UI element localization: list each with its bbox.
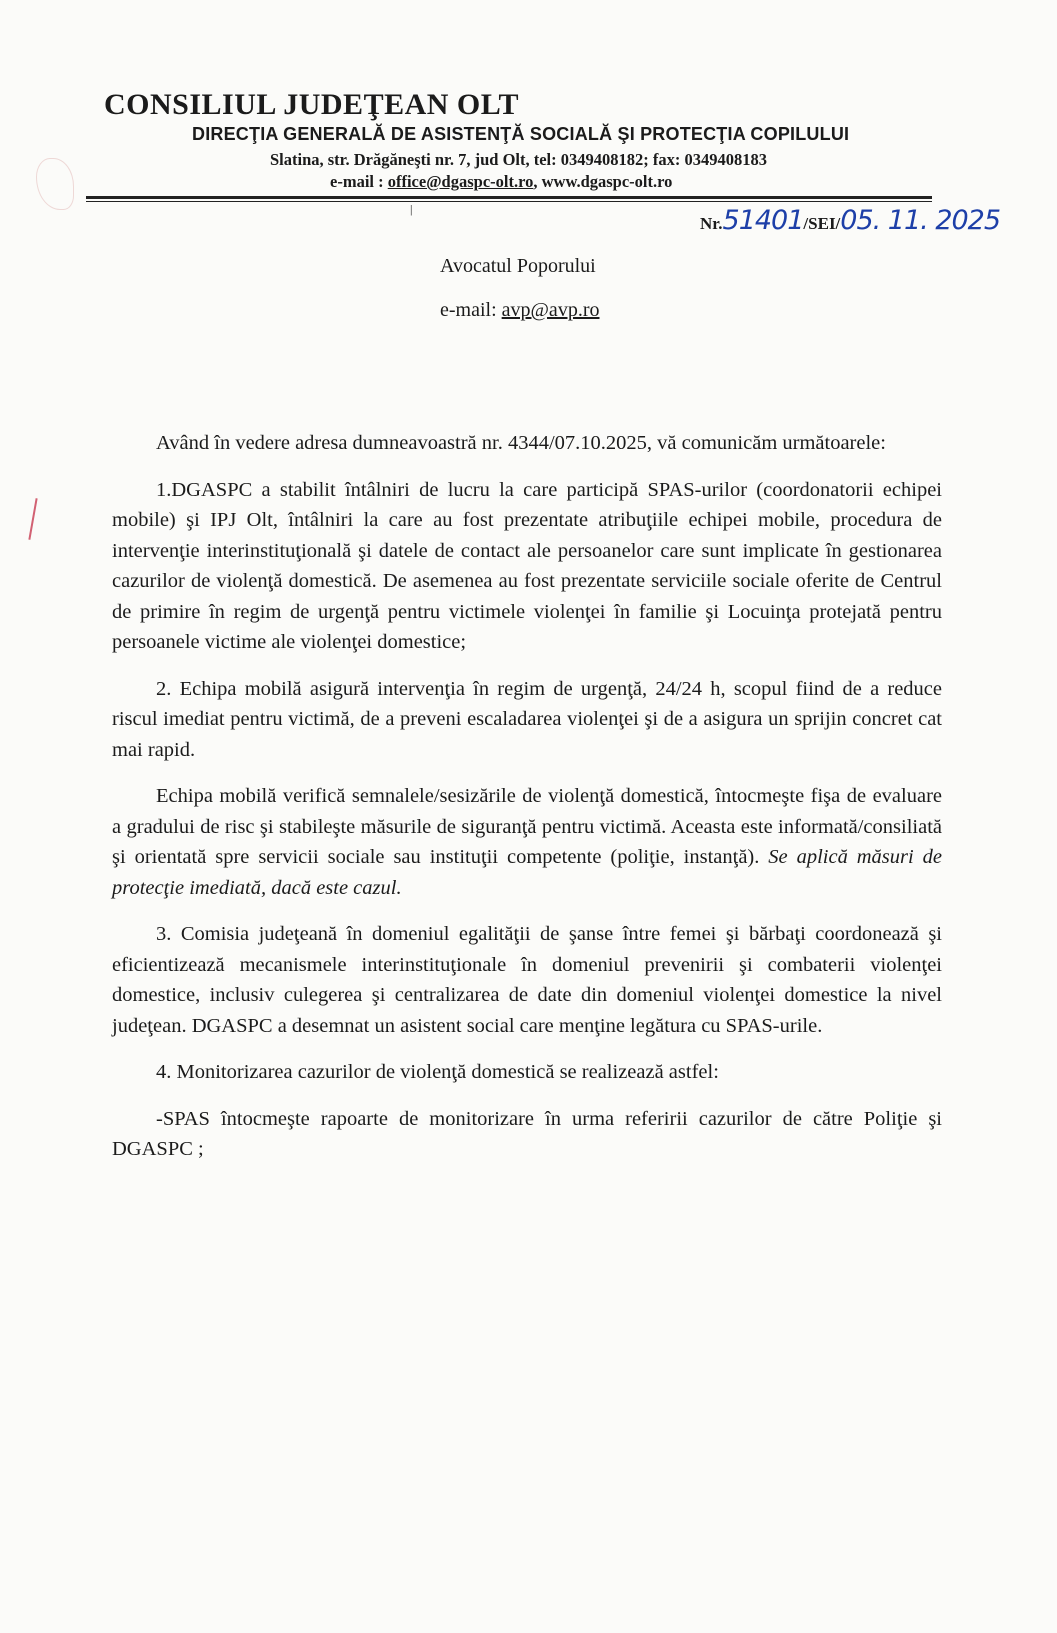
- letter-body: [112, 428, 942, 1181]
- paragraph-6: -SPAS întocmeşte rapoarte de monitorizare în urma referirii cazurilor de către Poliţie şi DGASPC ;: [112, 1107, 942, 1160]
- margin-scribble: [36, 158, 74, 210]
- department-name: DIRECŢIA GENERALĂ DE ASISTENŢĂ SOCIALĂ ŞI PROTECŢIA COPILULUI: [192, 124, 850, 144]
- header-rule-thin: [86, 201, 932, 202]
- paragraph-5: 4. Monitorizarea cazurilor de violenţă domestică se realizează astfel:: [156, 1061, 719, 1083]
- registration-number: [700, 205, 1000, 236]
- paragraph-4: 3. Comisia judeţeană în domeniul egalităţii de şanse între femei şi bărbaţi coordonează şi eficientizează mecanismele interinstituţionale în domeniul prevenirii şi combaterii violenţei domestice, inclusiv culegerea şi centralizarea de date din domeniul violenţei domestice la nivel judeţean. DGASPC a desemnat un asistent social care menţine legătura cu SPAS-urile.: [112, 923, 942, 1037]
- paragraph-3-italic: Se aplică măsuri de protecţie imediată, dacă este cazul.: [112, 846, 942, 899]
- reg-mid: /SEI/: [803, 214, 841, 233]
- recipient-email-label: e-mail:: [440, 299, 502, 321]
- margin-mark: [28, 498, 37, 540]
- address-line: Slatina, str. Drăgăneşti nr. 7, jud Olt, tel: 0349408182; fax: 0349408183: [270, 150, 767, 169]
- recipient-name: Avocatul Poporului: [440, 255, 596, 277]
- organization-name: CONSILIUL JUDEŢEAN OLT: [104, 88, 520, 121]
- recipient-email: [440, 299, 599, 322]
- rule-tick: |: [410, 202, 413, 216]
- reg-number-handwritten: 51401: [722, 205, 804, 236]
- website: , www.dgaspc-olt.ro: [533, 172, 673, 191]
- reg-date-handwritten: 05. 11. 2025: [840, 205, 1001, 236]
- intro-paragraph: Având în vedere adresa dumneavoastră nr. 4344/07.10.2025, vă comunicăm următoarele:: [156, 432, 886, 454]
- paragraph-2: 2. Echipa mobilă asigură intervenţia în regim de urgenţă, 24/24 h, scopul fiind de a reduce riscul imediat pentru victimă, de a preveni escaladarea violenţei şi de a asigura un sprijin concret cat mai rapid.: [112, 677, 942, 761]
- paragraph-3: [112, 781, 942, 903]
- recipient-email-link[interactable]: avp@avp.ro: [501, 299, 600, 321]
- paragraph-3-text: Echipa mobilă verifică semnalele/sesizările de violenţă domestică, întocmeşte fişa de evaluare a gradului de risc şi stabileşte măsurile de siguranţă pentru victimă. Aceasta este informată/consiliată şi orientată spre servicii sociale sau instituţii competente (poliţie, instanţă).: [112, 785, 942, 868]
- reg-prefix: Nr.: [700, 214, 723, 233]
- email-link[interactable]: office@dgaspc-olt.ro: [387, 172, 534, 191]
- paragraph-1: 1.DGASPC a stabilit întâlniri de lucru la care participă SPAS-urilor (coordonatorii echipei mobile) şi IPJ Olt, întâlniri la care au fost prezentate atribuţiile echipei mobile, procedura de intervenţie interinstituţională şi datele de contact ale persoanelor care sunt implicate în gestionarea cazurilor de violenţă domestică. De asemenea au fost prezentate serviciile sociale oferite de Centrul de primire în regim de urgenţă pentru victimele violenţei în familie şi Locuinţa protejată pentru persoanele victime ale violenţei domestice;: [112, 478, 942, 653]
- header-rule: [86, 196, 932, 199]
- contact-line: [330, 172, 672, 192]
- email-label: e-mail :: [330, 172, 388, 191]
